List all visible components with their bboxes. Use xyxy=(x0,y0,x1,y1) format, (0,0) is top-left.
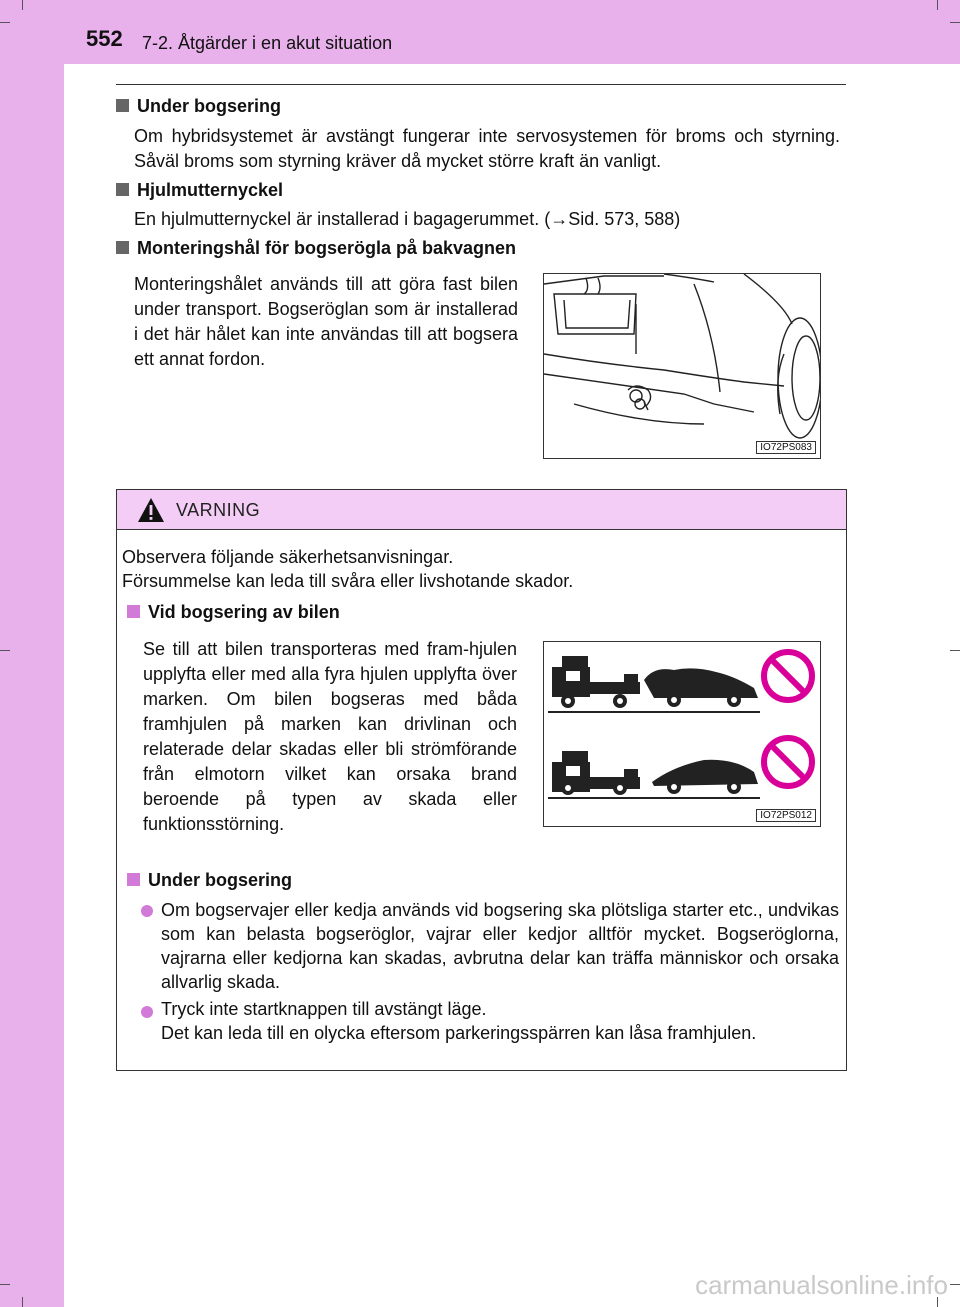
crop-mark xyxy=(950,22,960,23)
section-text: Om hybridsystemet är avstängt fungerar inte servosystemen för broms och styrning. Såväl broms som styrning kräver då mycket större kraft än vanligt. xyxy=(134,126,840,171)
header-divider xyxy=(116,84,846,85)
section-heading-text: Hjulmutternyckel xyxy=(137,180,284,200)
warning-sub1-text: Se till att bilen transporteras med fram-hjulen upplyfta eller med alla fyra hjulen upplyfta över marken. Om bilen bogseras med båda framhjulen på marken kan drivlinan och relaterade delar skadas eller bli strömförande från elmotorn vilket kan orsaka brand beroende på typen av skada eller funktionsstörning. xyxy=(143,639,517,834)
figure-code: IO72PS083 xyxy=(756,441,816,454)
crop-mark xyxy=(950,1284,960,1285)
towing-prohibited-figure xyxy=(543,641,821,827)
warning-subheading xyxy=(127,870,292,891)
section-heading-text: Under bogsering xyxy=(137,96,282,116)
top-color-band xyxy=(64,0,960,64)
warning-box xyxy=(116,489,847,1071)
car-rear-illustration xyxy=(544,274,821,459)
warning-triangle-icon xyxy=(137,497,165,523)
left-color-band xyxy=(0,0,64,1307)
crop-mark xyxy=(0,22,10,23)
warning-intro-2: Försummelse kan leda till svåra eller livshotande skador. xyxy=(122,571,574,591)
crop-mark xyxy=(22,1297,23,1307)
square-bullet-icon xyxy=(116,99,129,112)
figure-code: IO72PS012 xyxy=(756,809,816,822)
section-heading xyxy=(116,180,283,201)
bullet-dot-icon xyxy=(141,904,153,922)
crop-mark xyxy=(22,0,23,10)
crop-mark xyxy=(937,0,938,10)
warning-intro-1: Observera följande säkerhetsanvisningar. xyxy=(122,547,454,567)
section-heading-text: Monteringshål för bogserögla på bakvagnen xyxy=(137,238,517,258)
warning-title: VARNING xyxy=(176,500,261,520)
crop-mark xyxy=(0,650,10,651)
warning-bullet-2-line-1: Tryck inte startknappen till avstängt läge. xyxy=(161,999,487,1019)
warning-bullet-1: Om bogservajer eller kedja används vid bogsering ska plötsliga starter etc., undvikas som kan belasta bogseröglor, vajrar eller kedjor alltför mycket. Bogseröglorna, vajrarna eller kedjorna kan skadas, avbrutna delar kan träffa människor och orsaka allvarlig skada. xyxy=(161,900,839,992)
chapter-title: 7-2. Åtgärder i en akut situation xyxy=(142,33,393,53)
warning-subheading-text: Vid bogsering av bilen xyxy=(148,602,340,622)
tow-truck-illustration xyxy=(544,642,821,827)
section-heading xyxy=(116,96,281,117)
warning-bullet-2-line-2: Det kan leda till en olycka eftersom parkeringsspärren kan låsa framhjulen. xyxy=(161,1023,757,1043)
square-bullet-icon xyxy=(116,241,129,254)
bullet-dot-icon xyxy=(141,1005,153,1023)
page-number: 552 xyxy=(86,26,123,51)
crop-mark xyxy=(950,650,960,651)
warning-subheading-text: Under bogsering xyxy=(148,870,293,890)
section-heading xyxy=(116,238,516,259)
warning-header xyxy=(117,490,846,530)
square-bullet-icon xyxy=(116,183,129,196)
section-text: Monteringshålet används till att göra fast bilen under transport. Bogseröglan som är installerad i det här hålet kan inte användas till att bogsera ett annat fordon. xyxy=(134,274,518,369)
crop-mark xyxy=(0,1284,10,1285)
square-bullet-icon xyxy=(127,605,140,618)
section-text: En hjulmutternyckel är installerad i bagagerummet. (→Sid. 573, 588) xyxy=(134,209,681,229)
car-rear-towing-eye-figure xyxy=(543,273,821,459)
warning-subheading xyxy=(127,602,340,623)
square-bullet-icon xyxy=(127,873,140,886)
watermark: carmanualsonline.info xyxy=(695,1270,948,1300)
